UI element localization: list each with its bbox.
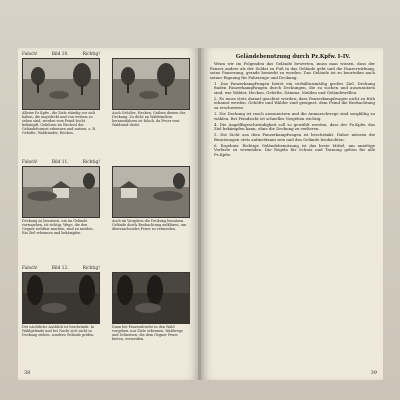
figure-caption: Der nächtliche Ausblick ist beschränkt. In Waldgelände und bei Nacht sich nicht in Deckung ziehen, sondern Gelände prüfen. xyxy=(22,325,95,338)
figure-number: Bild 10. xyxy=(51,52,69,57)
figure-panel xyxy=(22,266,100,345)
landscape-photo xyxy=(22,272,100,324)
figure-verdict-label: Richtig! xyxy=(82,160,100,165)
page-number-right: 39 xyxy=(370,370,377,376)
landscape-photo xyxy=(112,166,190,218)
body-paragraph: 5. Die Sicht aus dem Panzerkampfwagen ist beschränkt. Daher müssen die Besatzungen stets aufmerksam sein und das Gelände beobachten. xyxy=(214,132,375,142)
body-paragraph: 4. Die Angriffsgeschwindigkeit soll so gewählt werden, dass der Pz.Kpfw. das Ziel bekämpfen kann, ohne die Deckung zu verlieren. xyxy=(214,121,375,132)
landscape-photo xyxy=(112,58,190,110)
landscape-photo xyxy=(112,272,190,324)
figure-panel xyxy=(112,160,190,239)
body-paragraph: 6. Ergebnis: Richtige Geländebenutzung ist das beste Mittel, um unnötige Verluste zu vermeiden. Die Regeln für Schutz und Tarnung gelten für alle Pz.Kpfw. xyxy=(214,142,375,157)
figure-panel xyxy=(22,160,100,239)
page-body-text xyxy=(210,62,375,368)
page-number-left: 38 xyxy=(24,370,31,376)
left-page xyxy=(18,48,199,380)
figure-number: Bild 12. xyxy=(51,266,69,271)
figure-verdict-label: Falsch! xyxy=(22,266,38,271)
figure-verdict-label: Falsch! xyxy=(22,52,38,57)
right-page xyxy=(201,48,383,380)
landscape-photo xyxy=(22,166,100,218)
figure-caption: Alleine Pz.Kpfw., die Ziele ständig vor sich haben, die ungedeckt und von weitem zu sehen sind, werden vom Feind leicht bekämpft. Gefahren im Wechsel der Geländeformen erkennen und nutzen, z. B. Gehöfte, Waldränder, Hecken. xyxy=(22,111,96,136)
body-paragraph: Wenn wir im Folgenden das Gelände bewerten, muss man wissen, dass der Panzer anders als der Soldat zu Fuß in das Gelände geht und die Panzerwirkung, seine Panzerung, gerade bemerkt zu werden. Das Gelände ist zu beurteilen nach seiner Eignung für Fahrzeuge und Deckung. xyxy=(210,61,375,80)
figure-verdict-label: Richtig! xyxy=(82,266,100,271)
body-paragraph: 3. Die Deckung ist rasch auszunutzen und die Anmarschwege sind sorgfältig zu wählen. Bei Feindsicht ist schnelles Vorgehen wichtig. xyxy=(214,110,375,121)
figure-caption: Auch im Vorgehen die Deckung benutzen. Gelände durch Beobachtung aufklären, um überraschendes Feuer zu vermeiden. xyxy=(112,219,187,232)
figure-caption: Dann bei Panzerabwehr in den Wald vorgehen, nur Ziele erkennen. Waldwege und Schneisen, die dem Gegner Feuer bieten, vermeiden. xyxy=(112,325,183,342)
figure-caption: Deckung zu benutzen, um im Gelände vorzugehen, ist richtig. Wege, die den Gegner sichtbar machen, sind zu meiden. Ein Ziel erkennen und bekämpfen. xyxy=(22,219,94,236)
body-paragraph: 2. Es muss stets darauf geachtet werden, dass Panzerkampfwagen nicht zu früh erkannt werden. Gehöfte und Wälder sind geeignet, dem Feind die Beobachtung zu erschweren. xyxy=(214,95,375,110)
page-heading: Geländebenutzung durch Pz.Kpfw. I–IV. xyxy=(235,54,351,60)
figure-number: Bild 11. xyxy=(51,160,69,165)
figure-panel xyxy=(112,52,190,131)
figure-verdict-label: Richtig! xyxy=(82,52,100,57)
figure-caption: Auch Gehölze, Hecken, Gräben dienen der Deckung. Zu dicht an Waldrändern heranzufahren ist falsch, da Feuer vom Waldrand droht. xyxy=(112,111,186,128)
figure-verdict-label: Falsch! xyxy=(22,160,38,165)
landscape-photo xyxy=(22,58,100,110)
figure-panel xyxy=(22,52,100,136)
figure-panel xyxy=(112,266,190,345)
body-paragraph: 1. Das Panzerkampfwagen bietet ein verhältnismäßig großes Ziel. Deckung finden Panzerkampfwagen durch Deckungen, die zu suchen und auszunutzen sind, wie Wälder, Hecken, Gehöfte, Dämme, Mulden und Geländewellen. xyxy=(214,80,375,95)
